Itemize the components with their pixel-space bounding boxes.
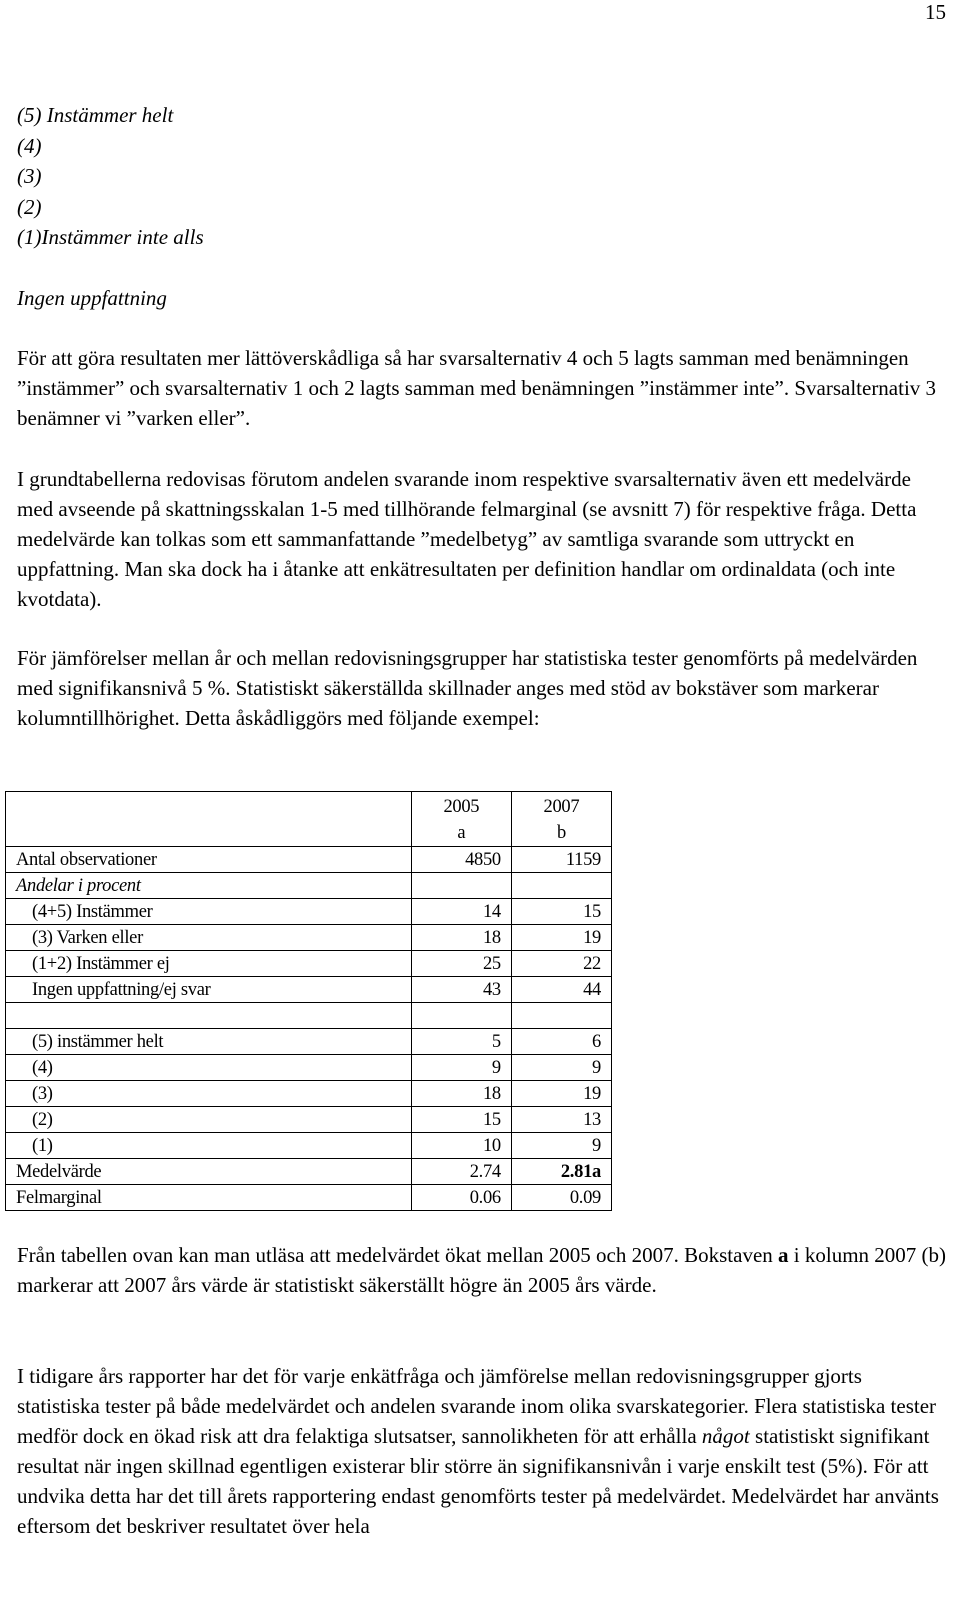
bold-letter: a [778, 1243, 789, 1267]
col-letter: b [556, 823, 566, 843]
table-row [6, 1029, 612, 1055]
table-row [6, 1081, 612, 1107]
table-row [6, 1159, 612, 1185]
cell-2007: 13 [511, 1107, 611, 1133]
row-label: (1) [6, 1133, 412, 1159]
text-run: Från tabellen ovan kan man utläsa att medelvärdet ökat mellan 2005 och 2007. Bokstaven [17, 1243, 779, 1267]
scale-spacer [17, 253, 947, 284]
row-label: (2) [6, 1107, 412, 1133]
row-label: Ingen uppfattning/ej svar [6, 977, 412, 1003]
scale-item: (1)Instämmer inte alls [17, 225, 204, 249]
text-run: I tidigare års rapporter har det för varje enkätfråga och jämförelse mellan redovisningsgrupper gjorts statistiska tester på både medelvärdet och andelen svarande inom olika svarskategorier. Flera statistiska tester medför dock en ökad risk att dra felaktiga slutsatser, sannolikheten för att erhålla [17, 1364, 937, 1448]
table-row [6, 1133, 612, 1159]
cell-2007: 22 [511, 951, 611, 977]
row-label [6, 1003, 412, 1029]
cell-2005: 43 [411, 977, 511, 1003]
table-row [6, 847, 612, 873]
table-header-row [6, 792, 612, 847]
table-row [6, 1107, 612, 1133]
cell-2007: 6 [511, 1029, 611, 1055]
cell-2007: 0.09 [511, 1185, 611, 1211]
row-label: (3) [6, 1081, 412, 1107]
scale-item: (2) [17, 194, 42, 219]
cell-2007: 15 [511, 899, 611, 925]
table-row [6, 951, 612, 977]
cell-2005: 0.06 [411, 1185, 511, 1211]
table-row [6, 1055, 612, 1081]
scale-item: (5) Instämmer helt [17, 103, 174, 127]
table-row [6, 925, 612, 951]
cell-2005: 5 [411, 1029, 511, 1055]
table-header-col-b [511, 792, 611, 847]
col-letter: a [457, 823, 466, 843]
cell-2005 [411, 1003, 511, 1029]
paragraph-merging: För att göra resultaten mer lättöverskådliga så har svarsalternativ 4 och 5 lagts samman med benämningen ”instämmer” och svarsalternativ 1 och 2 lagts samman med benämningen ”instämmer inte”. Svarsalternativ 3 benämner vi ”varken eller”. [17, 346, 937, 430]
page-number: 15 [925, 0, 946, 24]
row-label: (5) instämmer helt [6, 1029, 412, 1055]
col-year: 2007 [543, 797, 580, 817]
row-label: Antal observationer [6, 847, 412, 873]
cell-2005: 15 [411, 1107, 511, 1133]
table-row [6, 1185, 612, 1211]
row-label: Felmarginal [6, 1185, 412, 1211]
text-run: statistiskt signifikant resultat när ingen skillnad egentligen existerar blir större än signifikansnivån i varje enskilt test (5%). För att undvika detta har det till årets rapportering endast genomförts tester på medelvärdet. Medelvärdet har använts eftersom det beskriver resultatet över hela [17, 1424, 939, 1538]
cell-2005 [411, 873, 511, 899]
paragraph-comparisons: För jämförelser mellan år och mellan redovisningsgrupper har statistiska tester genomförts på medelvärden med signifikansnivå 5 %. Statistiskt säkerställda skillnader anges med stöd av bokstäver som markerar kolumntillhörighet. Detta åskådliggörs med följande exempel: [17, 646, 918, 730]
cell-2005: 2.74 [411, 1159, 511, 1185]
cell-2007: 9 [511, 1055, 611, 1081]
cell-2005: 10 [411, 1133, 511, 1159]
cell-2005: 18 [411, 925, 511, 951]
row-label: (1+2) Instämmer ej [6, 951, 412, 977]
example-table [5, 791, 612, 1211]
paragraph-earlier-reports [17, 1361, 947, 1541]
cell-2005: 9 [411, 1055, 511, 1081]
table-header-empty [6, 792, 412, 847]
cell-2007: 19 [511, 1081, 611, 1107]
italic-word: något [701, 1424, 750, 1448]
row-label: Andelar i procent [6, 873, 412, 899]
cell-2007: 44 [511, 977, 611, 1003]
cell-2007-significant: 2.81a [511, 1159, 611, 1185]
response-scale-list [17, 100, 947, 314]
text-run: i kolumn 2007 (b) markerar att 2007 års värde är statistiskt säkerställt högre än 2005 års värde. [17, 1243, 947, 1297]
row-label: (4+5) Instämmer [6, 899, 412, 925]
paragraph-table-interpretation [17, 1240, 947, 1300]
table-row-spacer [6, 1003, 612, 1029]
cell-2005: 18 [411, 1081, 511, 1107]
table-row [6, 899, 612, 925]
scale-item: (3) [17, 164, 42, 188]
row-label: Medelvärde [6, 1159, 412, 1185]
cell-2007: 1159 [511, 847, 611, 873]
table-row [6, 977, 612, 1003]
scale-item: Ingen uppfattning [17, 286, 167, 310]
cell-2005: 25 [411, 951, 511, 977]
cell-2007: 9 [511, 1133, 611, 1159]
table-row [6, 873, 612, 899]
cell-2007: 19 [511, 925, 611, 951]
scale-item: (4) [17, 133, 42, 158]
row-label: (4) [6, 1055, 412, 1081]
cell-2007 [511, 873, 611, 899]
col-year: 2005 [443, 797, 480, 817]
cell-2005: 4850 [411, 847, 511, 873]
paragraph-mean-value: I grundtabellerna redovisas förutom andelen svarande inom respektive svarsalternativ även ett medelvärde med avseende på skattningsskalan 1-5 med tillhörande felmarginal (se avsnitt 7) för respektive fråga. Detta medelvärde kan tolkas som ett sammanfattande ”medelbetyg” av samtliga svarande som uttryckt en uppfattning. Man ska dock ha i åtanke att enkätresultaten per definition handlar om ordinaldata (och inte kvotdata). [17, 467, 917, 611]
cell-2007 [511, 1003, 611, 1029]
table-header-col-a [411, 792, 511, 847]
cell-2005: 14 [411, 899, 511, 925]
row-label: (3) Varken eller [6, 925, 412, 951]
